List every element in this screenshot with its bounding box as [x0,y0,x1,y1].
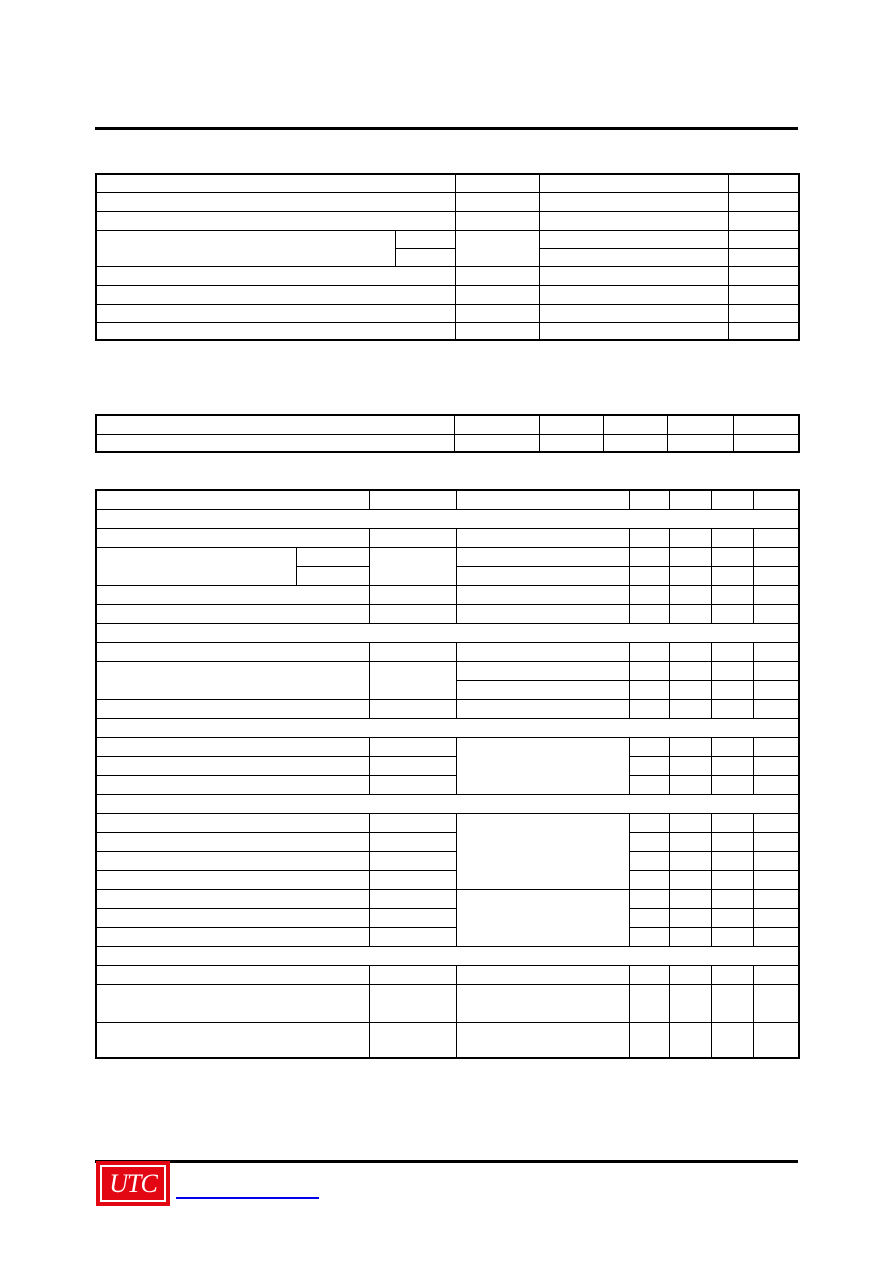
table-row [96,174,799,192]
table-header-row [96,490,799,509]
table-row [96,927,799,946]
table-row [96,756,799,775]
table-row [96,984,799,1022]
utc-logo-text: UTC [109,1168,157,1198]
thermal-table [95,414,800,453]
table-row [96,547,799,566]
section-row [96,946,799,965]
table-row [96,661,799,680]
table-row [96,434,799,452]
section-row [96,509,799,528]
table-row [96,585,799,604]
table-row [96,266,799,285]
table-row [96,642,799,661]
table-row [96,415,799,434]
section-row [96,718,799,737]
table-row [96,211,799,230]
table-row [96,965,799,984]
table-row [96,737,799,756]
table-row [96,285,799,304]
utc-logo [96,1161,170,1206]
table-row [96,1022,799,1058]
ratings-table [95,173,800,341]
table-row [96,870,799,889]
table-row [96,604,799,623]
table-row [96,813,799,832]
table-row [96,832,799,851]
header-rule [95,127,798,130]
utc-logo-frame [100,1165,166,1202]
electrical-characteristics-table [95,489,800,1059]
website-link[interactable] [176,1197,319,1199]
table-row [96,192,799,211]
section-row [96,623,799,642]
table-row [96,322,799,340]
table-row [96,230,799,248]
table-row [96,775,799,794]
footer-rule [95,1160,798,1163]
table-row [96,851,799,870]
table-row [96,889,799,908]
table-row [96,699,799,718]
table-row [96,304,799,322]
table-row [96,528,799,547]
table-row [96,908,799,927]
section-row [96,794,799,813]
